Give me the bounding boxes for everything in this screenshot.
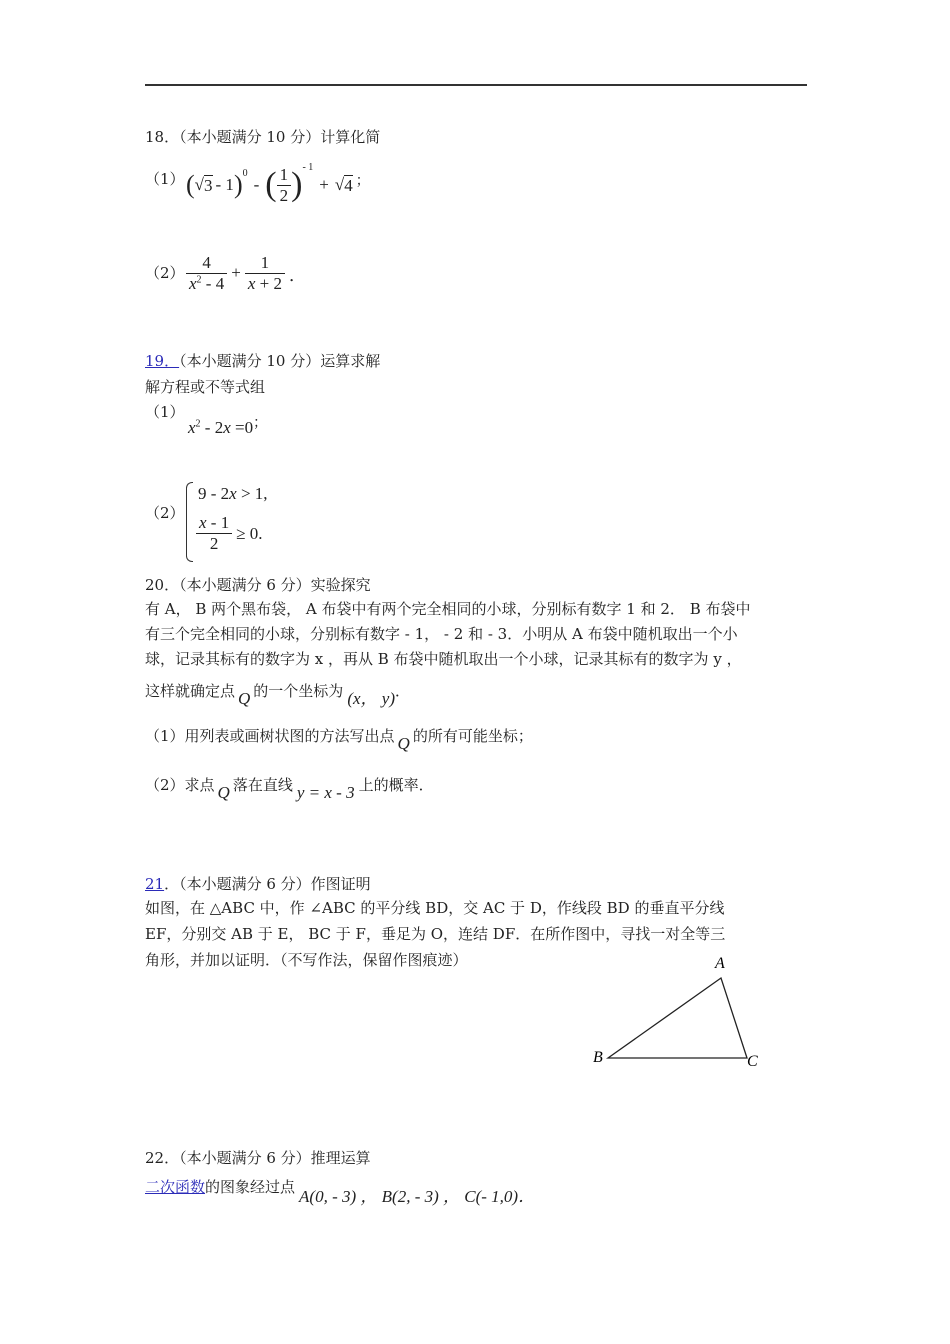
q21-number-link[interactable]: 21 xyxy=(145,875,165,893)
q19-part1-label: （1） xyxy=(145,403,185,421)
q21-header: 21．（本小题满分 6 分）作图证明 xyxy=(145,875,371,893)
q22-line1: 二次函数的图象经过点 A(0, - 3) ， B(2, - 3) ， C(- 1,0)． xyxy=(145,1178,536,1206)
q20-line1: 有 A， B 两个黑布袋， A 布袋中有两个完全相同的小球，分别标有数字 1 和 2． B 布袋中 xyxy=(145,600,751,618)
q19-header: 19．（本小题满分 10 分）运算求解 xyxy=(145,352,381,370)
q18-part1-label: （1） xyxy=(145,170,185,188)
vertex-label-a: A xyxy=(715,955,725,972)
q18-part1-expression: ( √ 3 - 1 ) $^0$ - ( $\frac{1}{2}$ ) $^{- 1}$ + √ 4 ； xyxy=(186,162,370,205)
q21-line1: 如图，在 △ABC 中，作 ∠ABC 的平分线 BD，交 AC 于 D，作线段 BD 的垂直平分线 xyxy=(145,899,725,917)
q19-part2-label: （2） xyxy=(145,504,185,522)
q22-header: 22．（本小题满分 6 分）推理运算 xyxy=(145,1149,371,1167)
vertex-label-c: C xyxy=(747,1053,758,1070)
q19-subheader: 解方程或不等式组 xyxy=(145,378,266,396)
q21-line3: 角形，并加以证明．（不写作法，保留作图痕迹） xyxy=(145,951,468,969)
q20-part1: （1）用列表或画树状图的方法写出点 Q 的所有可能坐标； xyxy=(145,727,533,753)
q20-line4: 这样就确定点 Q 的一个坐标为 (x， y)． xyxy=(145,682,410,708)
triangle-figure xyxy=(580,945,780,1075)
q20-header: 20．（本小题满分 6 分）实验探究 xyxy=(145,576,371,594)
q18-part2-label: （2） xyxy=(145,264,185,282)
q19-part2-line1: 9 - 2x > 1, xyxy=(198,484,268,503)
q19-number-link[interactable]: 19． xyxy=(145,352,180,370)
q20-part2: （2）求点 Q 落在直线 y = x - 3 上的概率． xyxy=(145,776,434,802)
triangle-abc xyxy=(608,978,747,1058)
q18-part2-expression: $\frac{4}{x^2 - 4}$ + $\frac{1}{x + 2}$ ． xyxy=(186,248,306,298)
q18-header: 18．（本小题满分 10 分）计算化简 xyxy=(145,128,381,146)
q21-line2: EF，分别交 AB 于 E， BC 于 F，垂足为 O，连结 DF．在所作图中，寻找一对全等三 xyxy=(145,925,726,943)
quadratic-function-link[interactable]: 二次函数 xyxy=(145,1178,206,1196)
q19-part2-line2: $\frac{x - 1}{2}$ ≥ 0. xyxy=(196,513,263,554)
system-brace xyxy=(186,482,193,562)
q19-part1-expression: $x^2 - 2x =0^;$ xyxy=(188,416,268,437)
q20-line3: 球，记录其标有的数字为 x ，再从 B 布袋中随机取出一个小球，记录其标有的数字为 y ， xyxy=(145,650,742,668)
header-rule xyxy=(145,84,807,86)
vertex-label-b: B xyxy=(593,1049,603,1066)
q20-line2: 有三个完全相同的小球，分别标有数字 - 1， - 2 和 - 3．小明从 A 布袋中随机取出一个小 xyxy=(145,625,738,643)
